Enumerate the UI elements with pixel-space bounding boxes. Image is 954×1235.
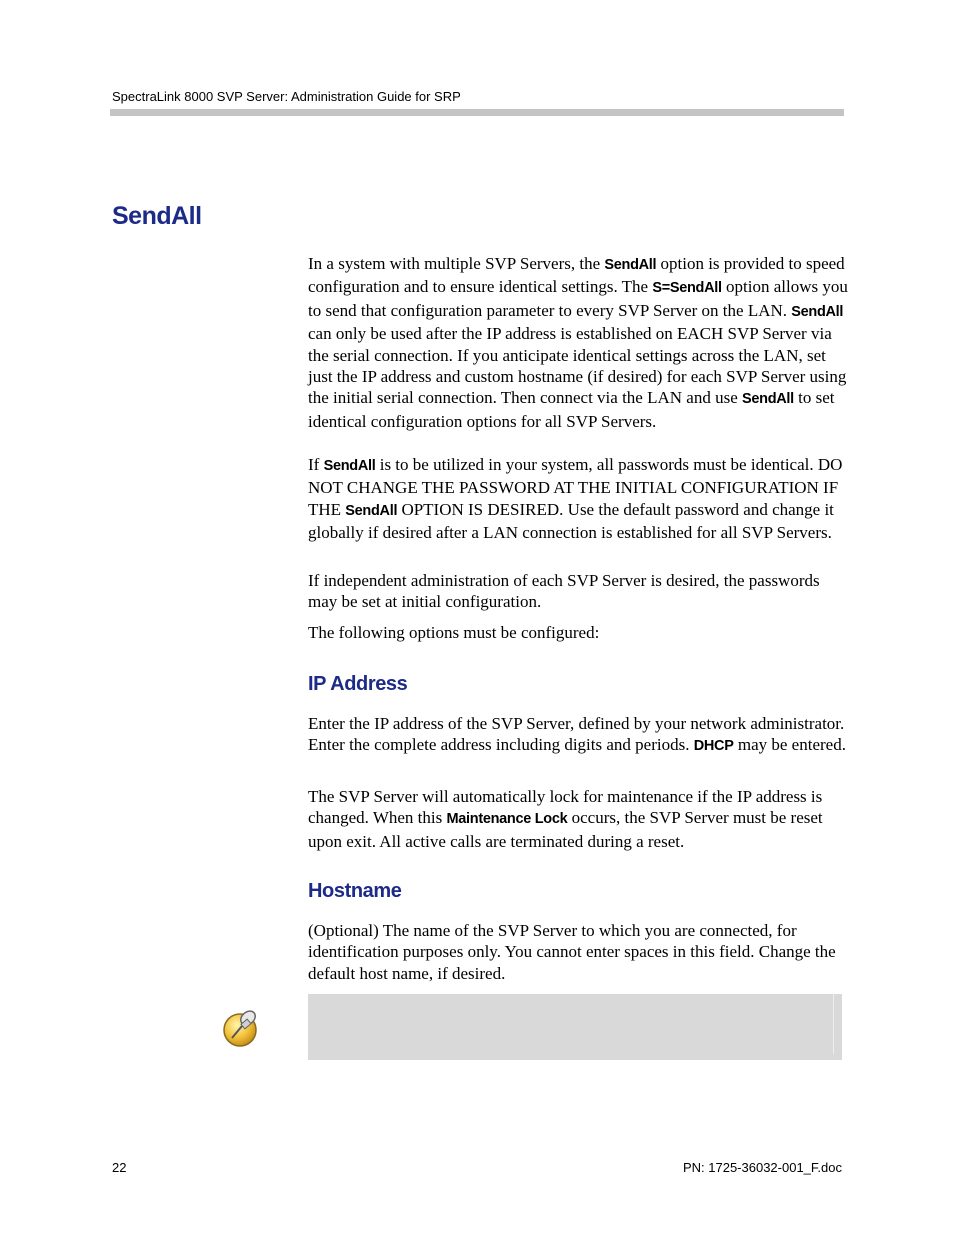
part-number: PN: 1725-36032-001_F.doc [682, 1160, 842, 1175]
hostname-heading: Hostname [308, 880, 402, 902]
note-box-edge [833, 994, 834, 1054]
page-number: 22 [112, 1160, 127, 1175]
ip-address-paragraph-1: Enter the IP address of the SVP Server, defined by your network administrator. Enter the complete address including digits and periods. DHCP may be entered. [308, 714, 846, 755]
header-rule [110, 109, 844, 116]
intro-paragraph-1: In a system with multiple SVP Servers, the SendAll option is provided to speed configuration and to ensure identical settings. The S=SendAll option allows you to send that configuration parameter to every SVP Server on the LAN. SendAll can only be used after the IP address is established on EACH SVP Server via the serial connection. If you anticipate identical settings across the LAN, set just the IP address and custom hostname (if desired) for each SVP Server using the initial serial connection. Then connect via the LAN and use SendAll to set identical configuration options for all SVP Servers. [308, 254, 848, 431]
intro-paragraph-3: If independent administration of each SVP Server is desired, the passwords may be set at initial configuration. [308, 571, 820, 612]
ip-address-heading: IP Address [308, 673, 408, 695]
section-title: SendAll [112, 202, 202, 230]
ip-address-paragraph-2: The SVP Server will automatically lock for maintenance if the IP address is changed. When this Maintenance Lock occurs, the SVP Server must be reset upon exit. All active calls are terminated during a reset. [308, 787, 823, 851]
running-header: SpectraLink 8000 SVP Server: Administration Guide for SRP [112, 89, 461, 104]
pushpin-note-icon [218, 1004, 264, 1050]
note-box [308, 994, 842, 1060]
intro-paragraph-2: If SendAll is to be utilized in your system, all passwords must be identical. DO NOT CHANGE THE PASSWORD AT THE INITIAL CONFIGURATION IF THE SendAll OPTION IS DESIRED. Use the default password and change it globally if desired after a LAN connection is established for all SVP Servers. [308, 455, 843, 543]
intro-paragraph-4: The following options must be configured: [308, 623, 600, 642]
hostname-paragraph: (Optional) The name of the SVP Server to which you are connected, for identification purposes only. You cannot enter spaces in this field. Change the default host name, if desired. [308, 921, 836, 983]
